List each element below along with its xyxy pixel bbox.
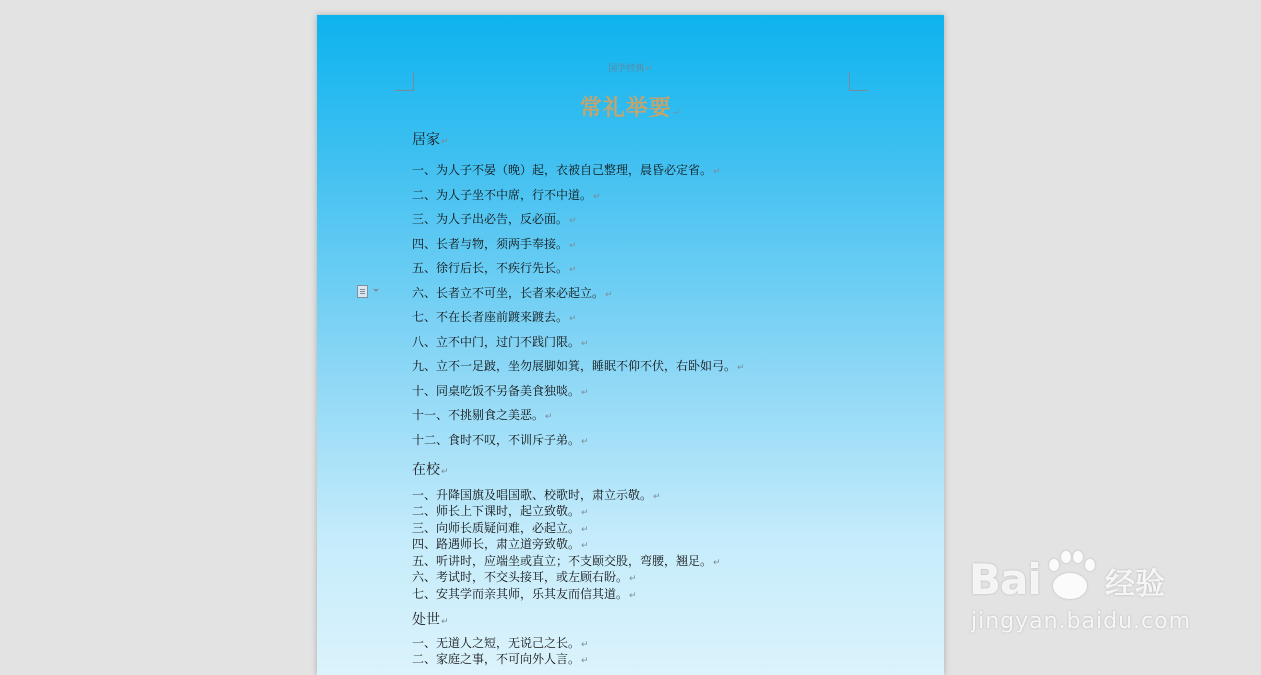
text-line-content: 五、徐行后长，不疾行先长。 [412, 261, 569, 275]
paragraph-mark: ↵ [713, 558, 721, 568]
document-title-text: 常礼举要 [579, 95, 672, 121]
paragraph-mark: ↵ [569, 241, 577, 251]
text-line[interactable] [412, 585, 637, 602]
text-line-content: 十、同桌吃饭不另备美食独啖。 [412, 384, 581, 398]
paragraph-mark: ↵ [569, 265, 577, 275]
document-title[interactable] [317, 91, 944, 122]
watermark-bai: Bai [969, 555, 1041, 604]
text-line[interactable] [412, 235, 577, 252]
text-line-content: 七、不在长者座前踱来踱去。 [412, 310, 569, 324]
text-line-content: 五、听讲时，应端坐或直立；不支颐交股，弯腰，翘足。 [412, 554, 713, 568]
text-line-content: 六、考试时，不交头接耳，或左顾右盼。 [412, 570, 629, 584]
crop-mark-top-right [849, 72, 868, 91]
section-heading-text: 在校 [412, 462, 440, 478]
text-line[interactable] [412, 486, 661, 503]
paragraph-mark: ↵ [629, 591, 637, 601]
text-line[interactable] [412, 568, 637, 585]
section-heading-text: 处世 [412, 612, 440, 628]
paragraph-mark: ↵ [581, 525, 589, 535]
text-line-content: 八、立不中门，过门不践门限。 [412, 335, 581, 349]
paragraph-mark: ↵ [629, 574, 637, 584]
paragraph-mark: ↵ [569, 314, 577, 324]
text-line[interactable] [412, 552, 721, 569]
paragraph-mark: ↵ [581, 508, 589, 518]
text-line-content: 九、立不一足跛，坐勿展脚如箕，睡眠不仰不伏，右卧如弓。 [412, 359, 737, 373]
paragraph-mark: ↵ [581, 437, 589, 447]
text-line[interactable] [412, 382, 589, 399]
paragraph-mark: ↵ [713, 167, 721, 177]
watermark-url: jingyan.baidu.com [971, 609, 1192, 634]
paragraph-mark: ↵ [672, 108, 682, 118]
section-heading[interactable] [412, 609, 449, 629]
text-line-content: 二、家庭之事，不可向外人言。 [412, 652, 581, 666]
text-line[interactable] [412, 406, 553, 423]
text-line-content: 二、为人子坐不中席，行不中道。 [412, 188, 593, 202]
paragraph-mark: ↵ [545, 412, 553, 422]
paragraph-mark: ↵ [581, 388, 589, 398]
text-line-content: 七、安其学而亲其师，乐其友而信其道。 [412, 587, 629, 601]
text-line-content: 四、长者与物，须两手奉接。 [412, 237, 569, 251]
text-line-content: 二、师长上下课时，起立致敬。 [412, 504, 581, 518]
paragraph-mark: ↵ [441, 617, 449, 627]
text-line-content: 一、为人子不晏（晚）起，衣被自己整理，晨昏必定省。 [412, 163, 713, 177]
section-heading[interactable] [412, 129, 449, 149]
watermark-jingyan: 经验 [1105, 567, 1165, 602]
paragraph-mark: ↵ [441, 467, 449, 477]
paragraph-mark: ↵ [737, 363, 745, 373]
paragraph-mark: ↵ [581, 339, 589, 349]
paragraph-mark: ↵ [581, 541, 589, 551]
text-line[interactable] [412, 502, 589, 519]
text-line[interactable] [412, 535, 589, 552]
text-line-content: 十一、不挑剔食之美恶。 [412, 408, 545, 422]
text-line[interactable] [412, 431, 589, 448]
paste-options-icon[interactable] [357, 285, 379, 297]
text-line-content: 一、无道人之短，无说己之长。 [412, 636, 581, 650]
text-line[interactable] [412, 333, 589, 350]
text-line[interactable] [412, 308, 577, 325]
text-line[interactable] [412, 284, 613, 301]
text-line[interactable] [412, 186, 601, 203]
page-header-text: 国学经典 [608, 64, 645, 74]
text-line-content: 十二、食时不叹，不训斥子弟。 [412, 433, 581, 447]
page-header[interactable] [317, 61, 944, 74]
paragraph-mark: ↵ [653, 492, 661, 502]
text-line[interactable] [412, 161, 721, 178]
text-line[interactable] [412, 259, 577, 276]
paragraph-mark: ↵ [645, 64, 653, 74]
section-heading[interactable] [412, 459, 449, 479]
paragraph-mark: ↵ [605, 290, 613, 300]
paragraph-mark: ↵ [441, 137, 449, 147]
text-line-content: 一、升降国旗及唱国歌、校歌时，肃立示敬。 [412, 488, 653, 502]
text-line-content: 三、向师长质疑问难，必起立。 [412, 521, 581, 535]
document-page [317, 15, 944, 675]
paw-logo-icon [1053, 573, 1087, 599]
text-line[interactable] [412, 519, 589, 536]
text-line[interactable] [412, 210, 577, 227]
paragraph-mark: ↵ [581, 640, 589, 650]
text-line-content: 三、为人子出必告，反必面。 [412, 212, 569, 226]
paragraph-mark: ↵ [569, 216, 577, 226]
text-line-content: 四、路遇师长，肃立道旁致敬。 [412, 537, 581, 551]
baidu-jingyan-watermark [965, 533, 1205, 643]
text-line[interactable] [412, 650, 589, 667]
text-line-content: 六、长者立不可坐，长者来必起立。 [412, 286, 605, 300]
section-heading-text: 居家 [412, 132, 440, 148]
text-line[interactable] [412, 634, 589, 651]
paragraph-mark: ↵ [581, 656, 589, 666]
paragraph-mark: ↵ [593, 192, 601, 202]
crop-mark-top-left [395, 72, 414, 91]
text-line[interactable] [412, 357, 745, 374]
